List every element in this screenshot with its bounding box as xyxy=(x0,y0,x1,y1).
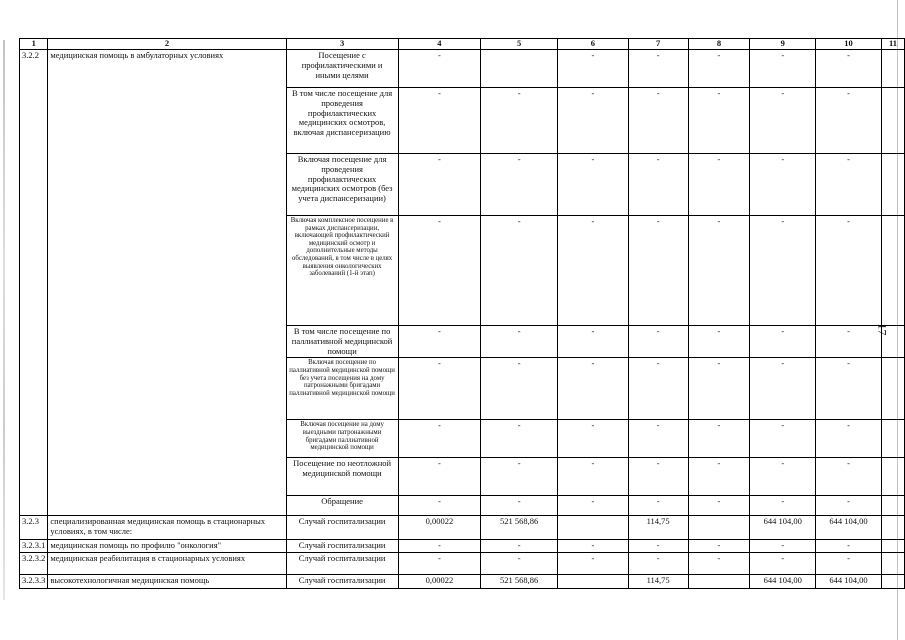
value-cell-col-9: - xyxy=(750,154,816,216)
table-body xyxy=(20,50,905,589)
value-cell-col-11 xyxy=(881,154,904,216)
header-row xyxy=(20,39,905,50)
value-cell-col-8: - xyxy=(688,553,750,575)
table-row xyxy=(20,516,905,540)
value-cell-col-8: - xyxy=(688,540,750,553)
row-unit: Случай госпитализации xyxy=(286,553,398,575)
value-cell-col-4: - xyxy=(398,496,481,516)
column-header-3: 3 xyxy=(286,39,398,50)
value-cell-col-6: - xyxy=(558,458,629,496)
value-cell-col-7: - xyxy=(628,358,688,420)
row-unit: Случай госпитализации xyxy=(286,516,398,540)
value-cell-col-5: - xyxy=(481,326,558,358)
value-cell-col-10: - xyxy=(816,540,882,553)
value-cell-col-8: - xyxy=(688,88,750,154)
value-cell-col-8: - xyxy=(688,50,750,88)
row-unit: Обращение xyxy=(286,496,398,516)
value-cell-col-9: - xyxy=(750,88,816,154)
value-cell-col-4: 0,00022 xyxy=(398,516,481,540)
value-cell-col-10: 644 104,00 xyxy=(816,516,882,540)
value-cell-col-9: 644 104,00 xyxy=(750,575,816,589)
row-unit: Включая комплексное посещение в рамках диспансеризации, включающей профилактический медицинский осмотр и дополнительные методы обследований, в том числе в целях выявления онкологических заболеваний (1-й этап) xyxy=(286,216,398,326)
value-cell-col-10: - xyxy=(816,88,882,154)
value-cell-col-11 xyxy=(881,540,904,553)
column-header-1: 1 xyxy=(20,39,48,50)
value-cell-col-11 xyxy=(881,420,904,458)
value-cell-col-7: - xyxy=(628,50,688,88)
value-cell-col-9: - xyxy=(750,420,816,458)
column-header-10: 10 xyxy=(816,39,882,50)
value-cell-col-6: - xyxy=(558,540,629,553)
value-cell-col-6: - xyxy=(558,216,629,326)
value-cell-col-9: - xyxy=(750,216,816,326)
value-cell-col-11 xyxy=(881,553,904,575)
column-header-8: 8 xyxy=(688,39,750,50)
value-cell-col-10: - xyxy=(816,154,882,216)
table-row xyxy=(20,50,905,88)
value-cell-col-11 xyxy=(881,458,904,496)
value-cell-col-11 xyxy=(881,358,904,420)
value-cell-col-5: - xyxy=(481,496,558,516)
row-unit: Посещение по неотложной медицинской помощи xyxy=(286,458,398,496)
table-row xyxy=(20,553,905,575)
row-name: медицинская помощь по профилю "онкология" xyxy=(48,540,286,553)
page-number: 17 xyxy=(875,323,890,336)
value-cell-col-8 xyxy=(688,516,750,540)
value-cell-col-6: - xyxy=(558,553,629,575)
value-cell-col-9: - xyxy=(750,496,816,516)
value-cell-col-10: - xyxy=(816,326,882,358)
column-header-9: 9 xyxy=(750,39,816,50)
value-cell-col-7: - xyxy=(628,216,688,326)
value-cell-col-7: - xyxy=(628,88,688,154)
value-cell-col-10: - xyxy=(816,358,882,420)
value-cell-col-7: - xyxy=(628,154,688,216)
value-cell-col-4: - xyxy=(398,420,481,458)
value-cell-col-7: - xyxy=(628,458,688,496)
value-cell-col-6: - xyxy=(558,50,629,88)
value-cell-col-11 xyxy=(881,216,904,326)
value-cell-col-11 xyxy=(881,575,904,589)
row-unit: Посещение с профилактическими и иными целями xyxy=(286,50,398,88)
value-cell-col-11 xyxy=(881,326,904,358)
column-header-4: 4 xyxy=(398,39,481,50)
value-cell-col-8: - xyxy=(688,216,750,326)
value-cell-col-8: - xyxy=(688,496,750,516)
scan-edge-left xyxy=(3,40,5,600)
value-cell-col-7: 114,75 xyxy=(628,516,688,540)
value-cell-col-10: 644 104,00 xyxy=(816,575,882,589)
value-cell-col-10: - xyxy=(816,496,882,516)
value-cell-col-6: - xyxy=(558,420,629,458)
column-header-11: 11 xyxy=(881,39,904,50)
value-cell-col-8: - xyxy=(688,154,750,216)
value-cell-col-6: - xyxy=(558,154,629,216)
row-unit: Включая посещение по паллиативной медицинской помощи без учета посещения на дому патронажными бригадами паллиативной медицинской помощи xyxy=(286,358,398,420)
value-cell-col-9: 644 104,00 xyxy=(750,516,816,540)
value-cell-col-6: - xyxy=(558,496,629,516)
row-name: медицинская помощь в амбулаторных условиях xyxy=(48,50,286,516)
table-row xyxy=(20,575,905,589)
row-name: высокотехнологичная медицинская помощь xyxy=(48,575,286,589)
value-cell-col-8: - xyxy=(688,326,750,358)
value-cell-col-11 xyxy=(881,50,904,88)
value-cell-col-9: - xyxy=(750,458,816,496)
value-cell-col-11 xyxy=(881,516,904,540)
value-cell-col-7: - xyxy=(628,540,688,553)
value-cell-col-10: - xyxy=(816,420,882,458)
value-cell-col-10: - xyxy=(816,553,882,575)
value-cell-col-4: - xyxy=(398,358,481,420)
value-cell-col-4: - xyxy=(398,540,481,553)
value-cell-col-5: - xyxy=(481,540,558,553)
row-name: медицинская реабилитация в стационарных условиях xyxy=(48,553,286,575)
medical-care-table xyxy=(19,38,905,589)
value-cell-col-6 xyxy=(558,575,629,589)
value-cell-col-4: - xyxy=(398,50,481,88)
value-cell-col-5: 521 568,86 xyxy=(481,575,558,589)
value-cell-col-6: - xyxy=(558,326,629,358)
row-code: 3.2.3.3 xyxy=(20,575,48,589)
value-cell-col-5: - xyxy=(481,358,558,420)
value-cell-col-6 xyxy=(558,516,629,540)
value-cell-col-4: - xyxy=(398,326,481,358)
value-cell-col-10: - xyxy=(816,216,882,326)
value-cell-col-7: - xyxy=(628,553,688,575)
table-row xyxy=(20,540,905,553)
value-cell-col-5: 521 568,86 xyxy=(481,516,558,540)
value-cell-col-8 xyxy=(688,575,750,589)
row-unit: Включая посещение для проведения профилактических медицинских осмотров (без учета диспансеризации) xyxy=(286,154,398,216)
value-cell-col-5: - xyxy=(481,154,558,216)
value-cell-col-4: 0,00022 xyxy=(398,575,481,589)
value-cell-col-5: - xyxy=(481,553,558,575)
column-header-5: 5 xyxy=(481,39,558,50)
value-cell-col-7: - xyxy=(628,420,688,458)
value-cell-col-9: - xyxy=(750,540,816,553)
row-code: 3.2.2 xyxy=(20,50,48,516)
row-code: 3.2.3 xyxy=(20,516,48,540)
value-cell-col-10: - xyxy=(816,458,882,496)
value-cell-col-5: - xyxy=(481,458,558,496)
value-cell-col-4: - xyxy=(398,154,481,216)
value-cell-col-10: - xyxy=(816,50,882,88)
row-unit: В том числе посещение по паллиативной медицинской помощи xyxy=(286,326,398,358)
value-cell-col-5: - xyxy=(481,420,558,458)
row-unit: Случай госпитализации xyxy=(286,575,398,589)
value-cell-col-5: - xyxy=(481,216,558,326)
value-cell-col-6: - xyxy=(558,358,629,420)
value-cell-col-8: - xyxy=(688,458,750,496)
value-cell-col-11 xyxy=(881,496,904,516)
value-cell-col-5: - xyxy=(481,88,558,154)
value-cell-col-8: - xyxy=(688,358,750,420)
value-cell-col-7: 114,75 xyxy=(628,575,688,589)
row-unit: Включая посещение на дому выездными патронажными бригадами паллиативной медицинской помощи xyxy=(286,420,398,458)
value-cell-col-8: - xyxy=(688,420,750,458)
row-code: 3.2.3.2 xyxy=(20,553,48,575)
value-cell-col-9: - xyxy=(750,553,816,575)
value-cell-col-9: - xyxy=(750,326,816,358)
value-cell-col-4: - xyxy=(398,553,481,575)
column-header-7: 7 xyxy=(628,39,688,50)
row-unit: Случай госпитализации xyxy=(286,540,398,553)
value-cell-col-5 xyxy=(481,50,558,88)
row-code: 3.2.3.1 xyxy=(20,540,48,553)
value-cell-col-4: - xyxy=(398,216,481,326)
value-cell-col-7: - xyxy=(628,496,688,516)
column-header-6: 6 xyxy=(558,39,629,50)
value-cell-col-4: - xyxy=(398,458,481,496)
row-name: специализированная медицинская помощь в стационарных условиях, в том числе: xyxy=(48,516,286,540)
value-cell-col-7: - xyxy=(628,326,688,358)
value-cell-col-9: - xyxy=(750,358,816,420)
value-cell-col-4: - xyxy=(398,88,481,154)
value-cell-col-9: - xyxy=(750,50,816,88)
row-unit: В том числе посещение для проведения профилактических медицинских осмотров, включая диспансеризацию xyxy=(286,88,398,154)
column-header-2: 2 xyxy=(48,39,286,50)
value-cell-col-6: - xyxy=(558,88,629,154)
value-cell-col-11 xyxy=(881,88,904,154)
